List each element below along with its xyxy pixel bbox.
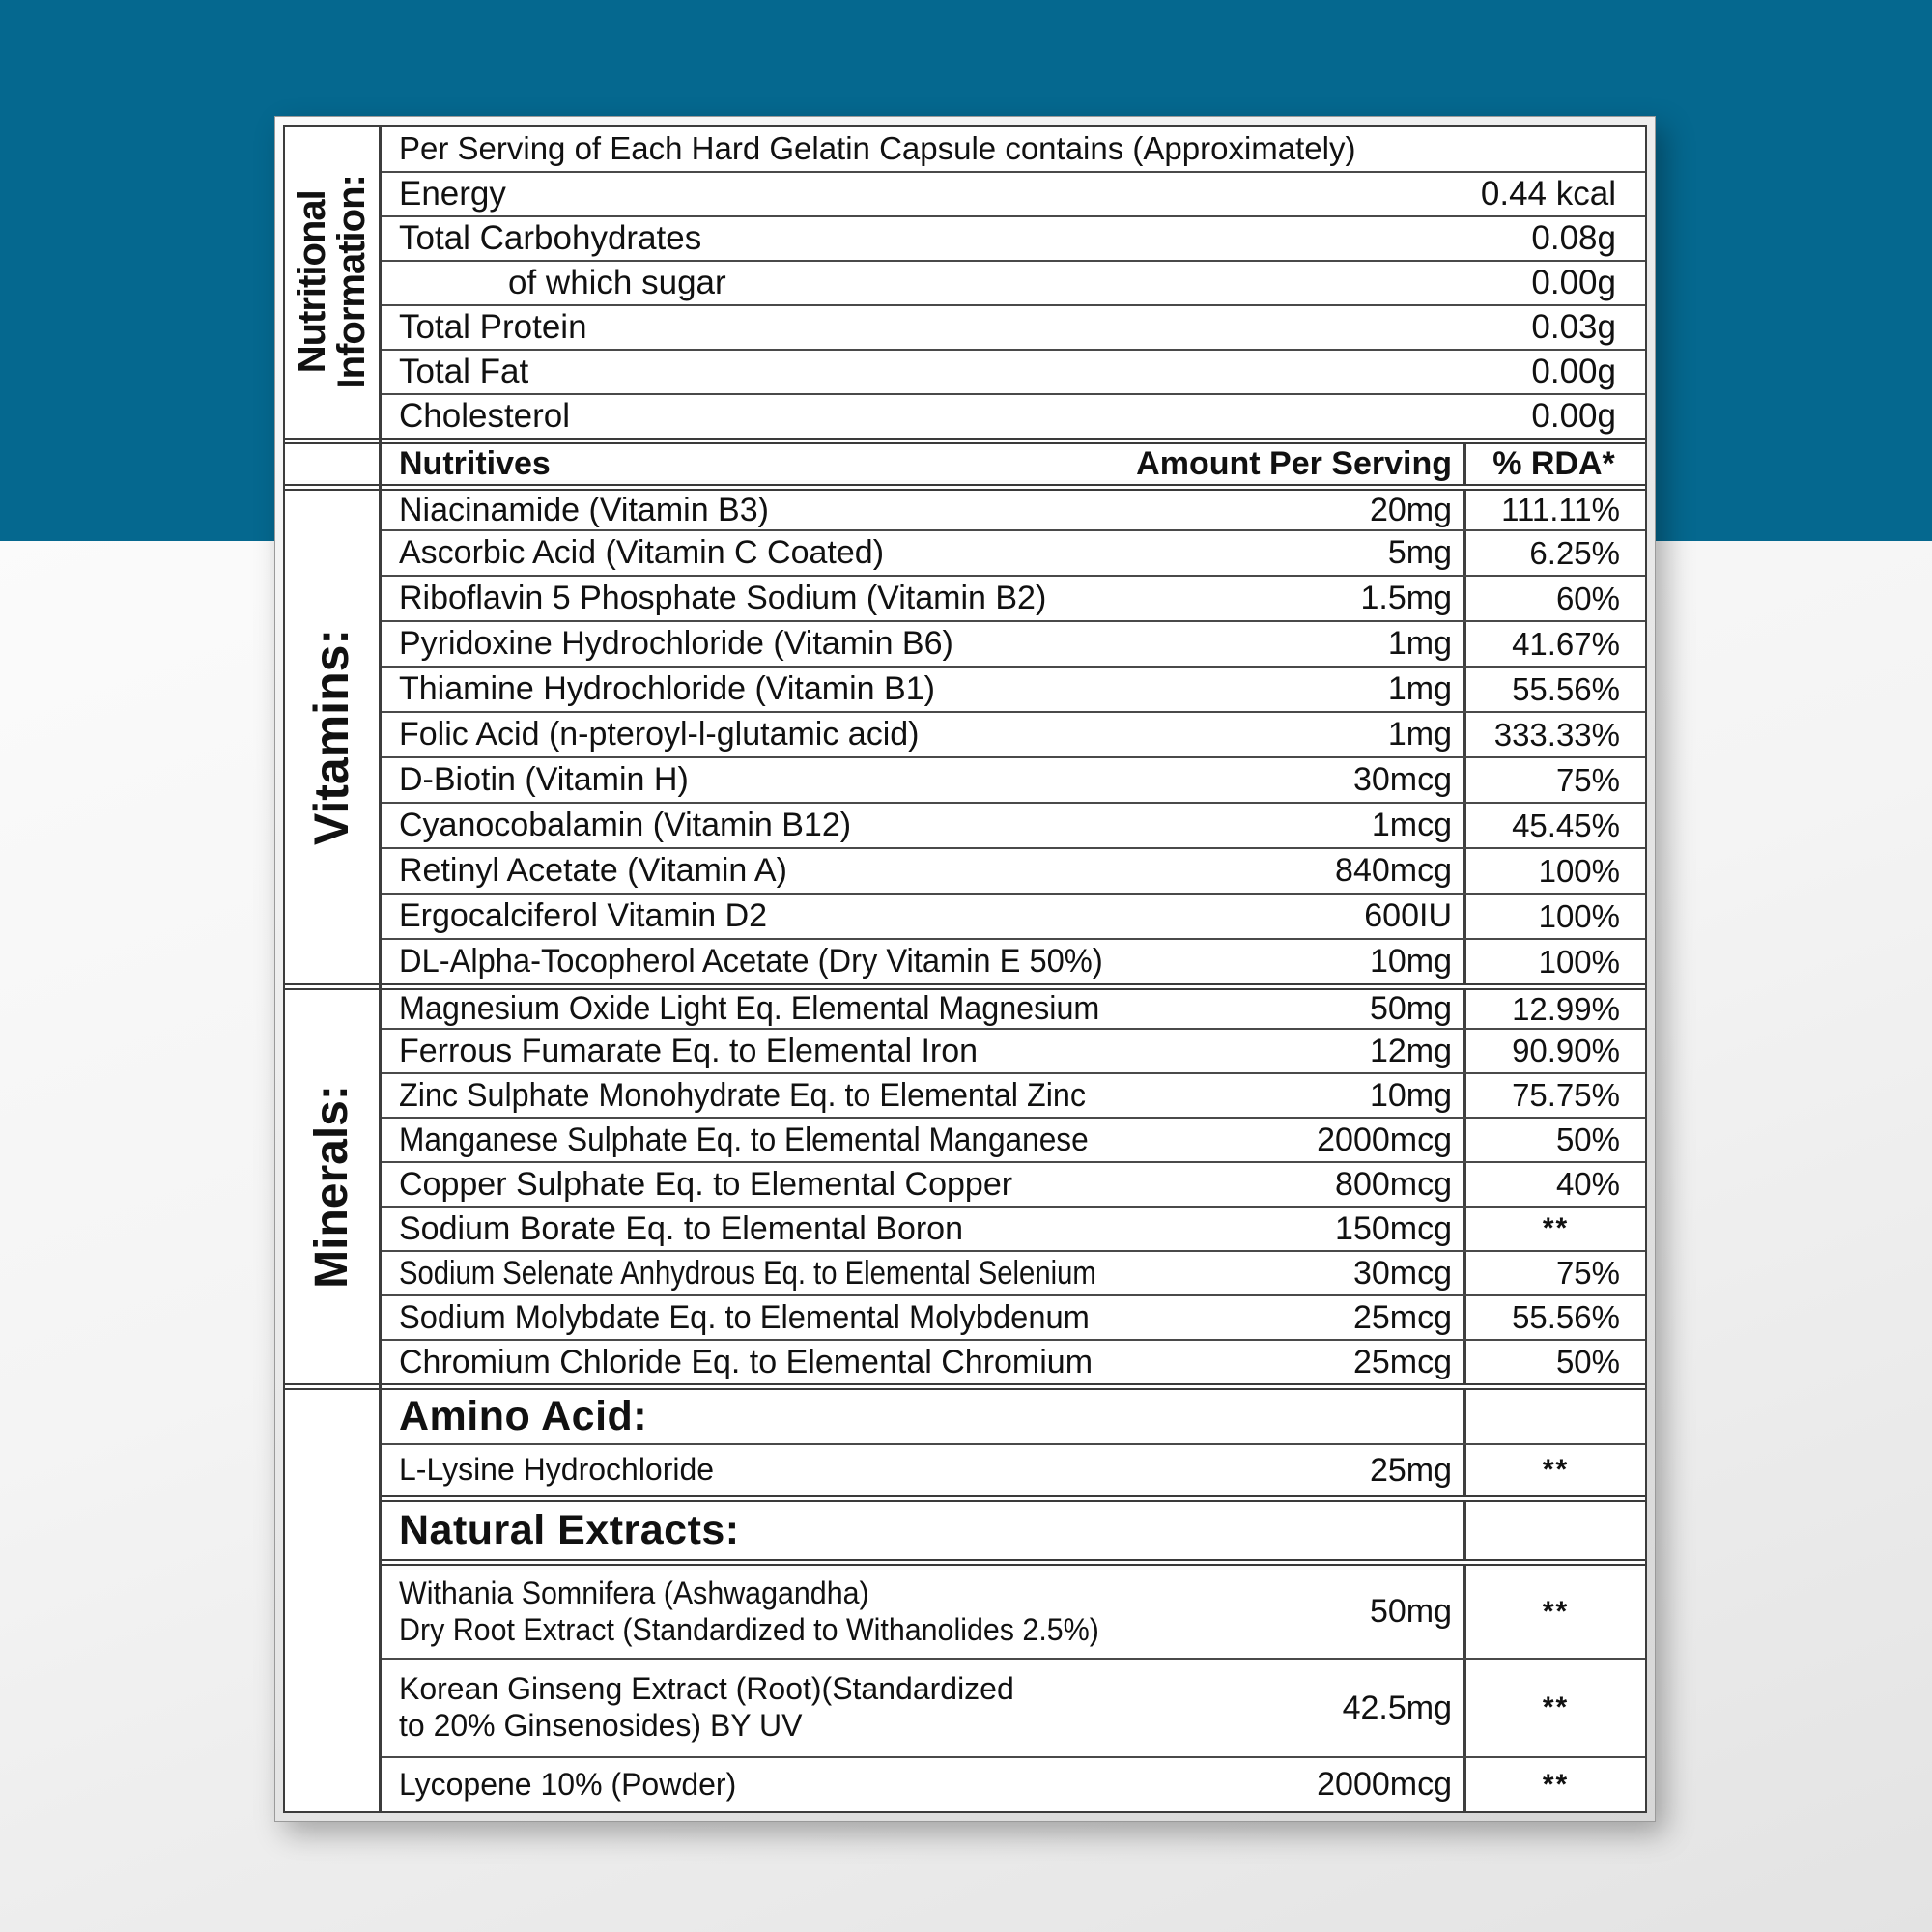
row-value: 0.00g [1531,397,1616,435]
row-amount: 1mg [1387,716,1452,753]
table-row [382,1443,1645,1495]
row-name-line: to 20% Ginsenosides) BY UV [399,1708,803,1743]
sidebar-cell-vitamins [285,484,379,983]
table-row [382,1028,1645,1072]
row-name [399,852,1264,890]
row-name: Cholesterol [399,397,571,435]
row-rda: 111.11% [1463,491,1645,529]
row-name [399,670,1264,708]
row-amount: 600IU [1364,897,1452,934]
row-name [399,1576,1264,1649]
row-rda: 100% [1463,849,1645,893]
table-row [382,215,1645,260]
row-name-text: Sodium Molybdate Eq. to Elemental Molybdenum [399,1298,1090,1336]
sidebar-cell-empty-header [285,438,379,484]
row-amount: 30mcg [1352,1254,1452,1292]
table-row [382,983,1645,1028]
row-amount: 840mcg [1335,852,1452,889]
row-amount: 50mg [1369,990,1452,1027]
row-amount: 10mg [1369,943,1452,980]
row-rda: 333.33% [1463,713,1645,756]
row-rda: 75% [1463,1252,1645,1294]
row-amount: 1mg [1387,670,1452,707]
table-row [382,620,1645,666]
row-rda: 75.75% [1463,1074,1645,1117]
table-main [382,127,1645,1811]
row-name-text: Zinc Sulphate Monohydrate Eq. to Elemental Zinc [399,1076,1086,1114]
row-amount: 5mg [1387,534,1452,571]
row-name-text [399,1576,1099,1649]
row-rda: ** [1463,1208,1645,1250]
row-name-line: Lycopene 10% (Powder) [399,1766,737,1802]
row-amount: 25mg [1369,1451,1452,1489]
row-name [399,1671,1264,1745]
row-rda: 50% [1463,1341,1645,1383]
minerals-label: Minerals: [306,1085,358,1289]
table-row [382,1161,1645,1206]
column-header-amount: Amount Per Serving [1136,445,1452,482]
row-value: 0.00g [1531,264,1616,301]
row-name: Total Fat [399,353,529,390]
table-row [382,484,1645,529]
row-name-line: Dry Root Extract (Standardized to Withanolides 2.5%) [399,1611,1099,1647]
amino-acid-section-header-row [382,1383,1645,1443]
amino-acid-section-title: Amino Acid: [399,1393,648,1439]
row-rda: 55.56% [1463,1296,1645,1339]
table-row [382,847,1645,893]
row-name [399,1210,1264,1248]
column-header-nutritives: Nutritives [399,445,551,482]
row-rda: 45.45% [1463,804,1645,847]
table-sidebar [285,127,382,1811]
row-rda: ** [1463,1758,1645,1811]
row-amount: 20mg [1369,491,1452,528]
row-name: Total Protein [399,308,587,346]
column-header-rda: % RDA* [1463,444,1645,484]
row-name [399,761,1264,799]
row-rda: 50% [1463,1119,1645,1161]
row-value: 0.00g [1531,353,1616,390]
row-name: Energy [399,175,506,213]
row-name [399,807,1264,844]
sidebar-cell-empty-bottom [285,1383,379,1811]
row-name [399,716,1264,753]
row-name-text: Niacinamide (Vitamin B3) [399,491,769,528]
table-row [382,1658,1645,1756]
table-row [382,1206,1645,1250]
row-name [399,1077,1264,1115]
sidebar-cell-nutritional-information [285,127,379,438]
row-amount: 42.5mg [1342,1689,1452,1726]
table-row [382,349,1645,393]
table-row [382,260,1645,304]
row-name-text: D-Biotin (Vitamin H) [399,761,689,798]
row-rda: ** [1463,1660,1645,1756]
row-rda: ** [1463,1566,1645,1658]
row-name [399,1122,1264,1159]
row-amount: 25mcg [1352,1343,1452,1380]
row-rda: 90.90% [1463,1030,1645,1072]
row-amount: 50mg [1369,1593,1452,1630]
table-row [382,393,1645,438]
row-name: of which sugar [508,264,726,301]
row-rda: 100% [1463,940,1645,983]
natural-extracts-section-header-row [382,1495,1645,1559]
row-amount: 30mcg [1352,761,1452,798]
capsule-note: Per Serving of Each Hard Gelatin Capsule contains (Approximately) [399,130,1356,166]
table-row [382,1294,1645,1339]
row-name [399,943,1264,980]
row-amount: 1mg [1387,625,1452,662]
table-row [382,1117,1645,1161]
table-row [382,756,1645,802]
row-amount: 1mcg [1371,807,1452,843]
row-name-text: Ferrous Fumarate Eq. to Elemental Iron [399,1032,979,1069]
row-rda: 6.25% [1463,531,1645,575]
row-name [399,990,1264,1028]
table-row-capsule-note [382,127,1645,171]
row-name-text: Sodium Borate Eq. to Elemental Boron [399,1209,963,1247]
nutritional-label-line2: Information: [329,175,373,389]
row-name [399,1299,1264,1337]
row-name-line: L-Lysine Hydrochloride [399,1452,715,1488]
row-name-text: Retinyl Acetate (Vitamin A) [399,852,787,889]
row-name-text [399,1452,714,1489]
row-name [399,1166,1264,1204]
row-amount: 10mg [1369,1076,1452,1114]
row-name-text: Chromium Chloride Eq. to Elemental Chromium [399,1343,1094,1380]
row-rda: 40% [1463,1163,1645,1206]
row-value: 0.44 kcal [1480,175,1616,213]
table-row [382,893,1645,938]
row-name-text: Ergocalciferol Vitamin D2 [399,897,768,934]
row-name: Total Carbohydrates [399,219,702,257]
row-rda: 12.99% [1463,990,1645,1028]
row-name [399,580,1264,617]
table-row [382,666,1645,711]
row-name [399,625,1264,663]
vitamins-label: Vitamins: [304,628,359,846]
row-name [399,534,1264,572]
table-row [382,938,1645,983]
row-amount: 800mcg [1335,1165,1452,1203]
row-name-text [399,1767,736,1804]
row-amount: 1.5mg [1360,580,1452,616]
table-inner [283,125,1647,1813]
row-name-text [399,1671,1014,1745]
row-amount: 12mg [1369,1032,1452,1069]
row-amount: 2000mcg [1317,1121,1452,1158]
row-name [399,1344,1264,1381]
row-name-text: Sodium Selenate Anhydrous Eq. to Elemental Selenium [399,1254,1096,1292]
row-name [399,492,1264,529]
nutrition-facts-table [274,116,1656,1822]
row-value: 0.03g [1531,308,1616,346]
table-row [382,1559,1645,1658]
section-header-rda-spacer [1463,1390,1645,1443]
row-rda: 100% [1463,895,1645,938]
section-header-rda-spacer [1463,1502,1645,1559]
row-value: 0.08g [1531,219,1616,257]
table-row [382,1250,1645,1294]
table-row [382,1072,1645,1117]
table-column-header-row [382,438,1645,484]
row-name [399,1255,1264,1293]
row-amount: 150mcg [1335,1209,1452,1247]
row-rda: 55.56% [1463,668,1645,711]
row-name-text: Thiamine Hydrochloride (Vitamin B1) [399,670,935,707]
row-rda: 41.67% [1463,622,1645,666]
row-name-text: DL-Alpha-Tocopherol Acetate (Dry Vitamin E 50%) [399,943,1103,980]
row-name-text: Ascorbic Acid (Vitamin C Coated) [399,534,885,571]
row-name-text: Riboflavin 5 Phosphate Sodium (Vitamin B2) [399,580,1047,616]
row-name-text: Magnesium Oxide Light Eq. Elemental Magnesium [399,990,1100,1027]
row-name [399,1452,1264,1489]
natural-extracts-section-title: Natural Extracts: [399,1507,740,1553]
nutritional-information-label [290,175,373,389]
row-amount: 2000mcg [1317,1766,1452,1803]
sidebar-cell-minerals [285,983,379,1383]
table-row [382,171,1645,215]
row-name-text: Copper Sulphate Eq. to Elemental Copper [399,1165,1013,1203]
nutritional-label-line1: Nutritional [290,190,333,374]
row-name-line: Korean Ginseng Extract (Root)(Standardized [399,1671,1014,1707]
row-name-line: Withania Somnifera (Ashwagandha) [399,1575,869,1610]
row-amount: 25mcg [1352,1298,1452,1336]
table-row [382,711,1645,756]
table-row [382,529,1645,575]
table-row [382,304,1645,349]
row-rda: ** [1463,1445,1645,1495]
row-rda: 60% [1463,577,1645,620]
row-name-text: Pyridoxine Hydrochloride (Vitamin B6) [399,625,953,662]
row-name-text: Manganese Sulphate Eq. to Elemental Manganese [399,1121,1089,1158]
table-row [382,802,1645,847]
row-name [399,1033,1264,1070]
row-name [399,1767,1264,1804]
row-rda: 75% [1463,758,1645,802]
table-row [382,575,1645,620]
row-name-text: Folic Acid (n-pteroyl-l-glutamic acid) [399,716,920,753]
table-row [382,1756,1645,1811]
row-name-text: Cyanocobalamin (Vitamin B12) [399,807,852,843]
table-row [382,1339,1645,1383]
row-name [399,897,1264,935]
